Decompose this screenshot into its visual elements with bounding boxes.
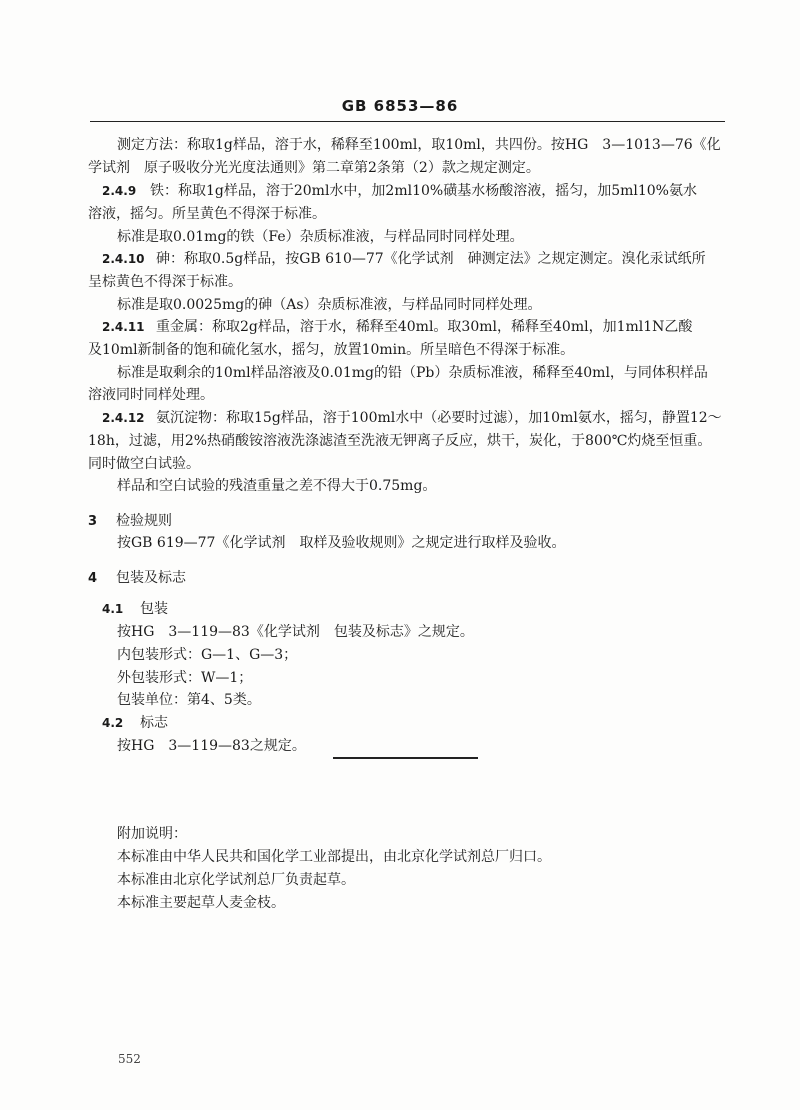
clause-2-4-12: [102, 409, 722, 427]
notes-line: 本标准由中华人民共和国化学工业部提出，由北京化学试剂总厂归口。: [117, 849, 551, 865]
subsection-4-1-heading: [102, 600, 168, 618]
page-number: 552: [118, 1052, 141, 1066]
section-title: 包装及标志: [116, 570, 186, 586]
body-text-line: 及10ml新制备的饱和硫化氢水，摇匀，放置10min。所呈暗色不得深于标准。: [88, 342, 575, 358]
clause-number: 2.4.9: [102, 184, 137, 198]
body-text-line: 溶液，摇匀。所呈黄色不得深于标准。: [88, 206, 326, 222]
clause-2-4-10: [102, 250, 706, 268]
clause-2-4-9: [102, 182, 697, 200]
clause-2-4-11: [102, 318, 692, 336]
body-text-line: 包装单位：第4、5类。: [117, 692, 261, 708]
standard-code-header: GB 6853—86: [341, 97, 459, 115]
body-text-line: 外包装形式：W—1；: [117, 670, 253, 686]
subsection-title: 包装: [140, 601, 168, 617]
section-number: 4: [88, 571, 98, 586]
clause-text: 砷：称取0.5g样品，按GB 610—77《化学试剂 砷测定法》之规定测定。溴化汞试纸所: [156, 251, 706, 267]
body-text-line: 标准是取0.01mg的铁（Fe）杂质标准液，与样品同时同样处理。: [117, 229, 524, 245]
notes-title: 附加说明：: [117, 826, 187, 842]
body-text-line: 测定方法：称取1g样品，溶于水，稀释至100ml，取10ml，共四份。按HG 3—1013—76《化: [117, 137, 721, 153]
body-text-line: 18h，过滤，用2%热硝酸铵溶液洗涤滤渣至洗液无钾离子反应，烘干，炭化，于800℃灼烧至恒重。: [88, 433, 712, 449]
clause-number: 2.4.11: [102, 320, 145, 334]
clause-number: 2.4.10: [102, 252, 145, 266]
body-text-line: 溶液同时同样处理。: [88, 387, 214, 403]
subsection-number: 4.2: [102, 716, 124, 730]
body-text-line: 标准是取剩余的10ml样品溶液及0.01mg的铅（Pb）杂质标准液，稀释至40ml，与同体积样品: [117, 365, 708, 381]
section-number: 3: [88, 514, 98, 529]
header-rule: [90, 121, 725, 122]
section-title: 检验规则: [116, 513, 172, 529]
subsection-title: 标志: [140, 715, 168, 731]
section-3-heading: [88, 512, 172, 530]
subsection-4-2-heading: [102, 714, 168, 732]
section-4-heading: [88, 569, 186, 587]
body-text-line: 按HG 3—119—83《化学试剂 包装及标志》之规定。: [117, 624, 474, 640]
end-of-text-rule: [333, 757, 478, 759]
body-text-line: 按GB 619—77《化学试剂 取样及验收规则》之规定进行取样及验收。: [117, 535, 566, 551]
notes-line: 本标准主要起草人麦金枝。: [117, 895, 285, 911]
clause-text: 氨沉淀物：称取15g样品，溶于100ml水中（必要时过滤），加10ml氨水，摇匀，静置12～: [156, 410, 722, 426]
body-text-line: 呈棕黄色不得深于标准。: [88, 274, 242, 290]
notes-line: 本标准由北京化学试剂总厂负责起草。: [117, 872, 355, 888]
subsection-number: 4.1: [102, 602, 124, 616]
body-text-line: 样品和空白试验的残渣重量之差不得大于0.75mg。: [117, 478, 437, 494]
body-text-line: 标准是取0.0025mg的砷（As）杂质标准液，与样品同时同样处理。: [117, 297, 542, 313]
clause-text: 重金属：称取2g样品，溶于水，稀释至40ml。取30ml，稀释至40ml，加1ml1N乙酸: [156, 319, 693, 335]
body-text-line: 内包装形式：G—1、G—3；: [117, 647, 298, 663]
body-text-line: 学试剂 原子吸收分光光度法通则》第二章第2条第（2）款之规定测定。: [88, 160, 540, 176]
body-text-line: 按HG 3—119—83之规定。: [117, 738, 306, 754]
body-text-line: 同时做空白试验。: [88, 456, 200, 472]
clause-number: 2.4.12: [102, 411, 145, 425]
clause-text: 铁：称取1g样品，溶于20ml水中，加2ml10%磺基水杨酸溶液，摇匀，加5ml10%氨水: [150, 183, 697, 199]
